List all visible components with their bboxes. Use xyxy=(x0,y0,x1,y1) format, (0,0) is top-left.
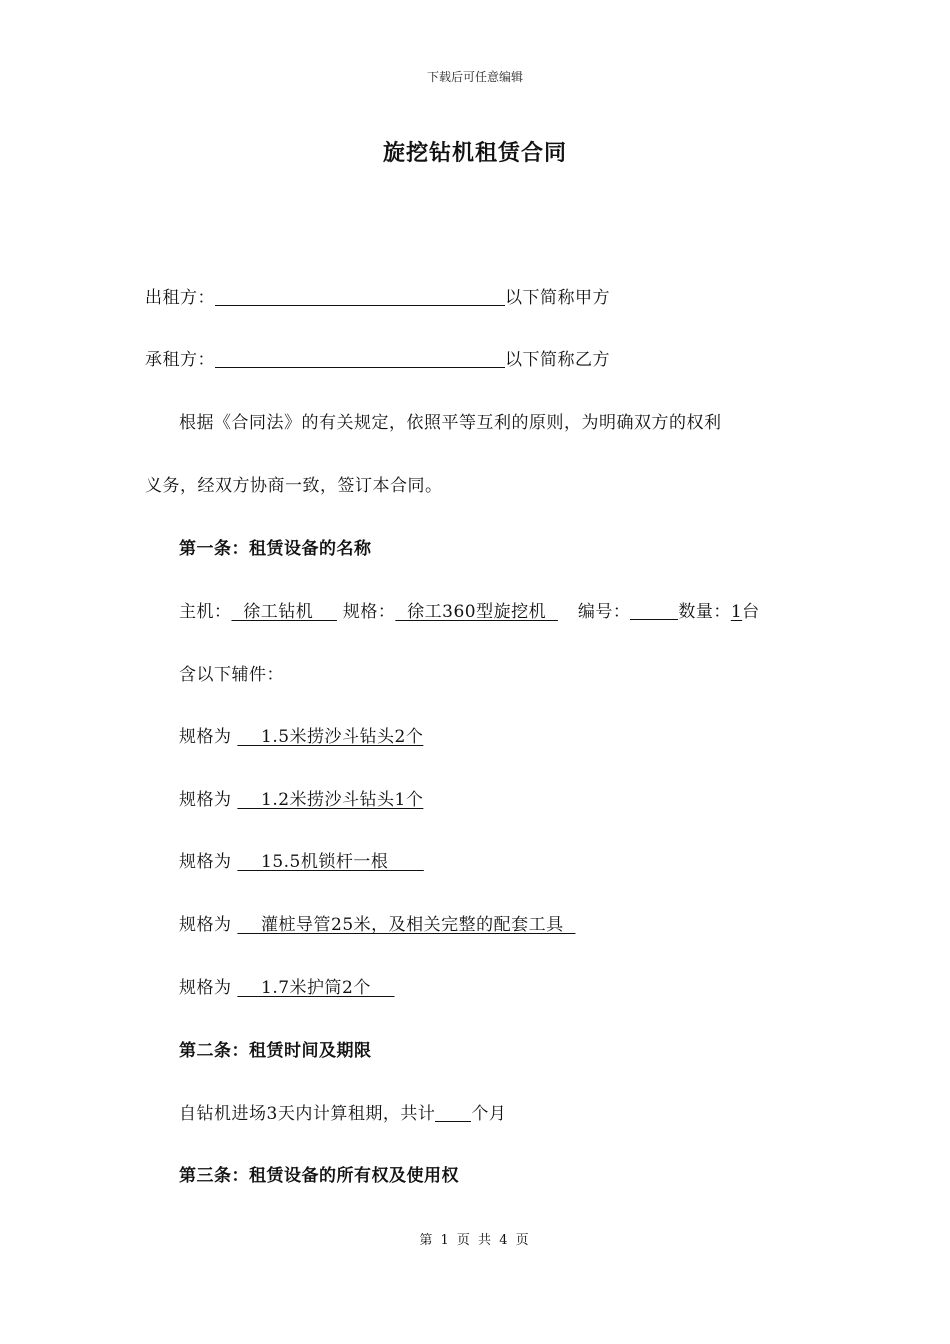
term-text-after: 个月 xyxy=(471,1104,507,1124)
party-b-blank xyxy=(215,349,505,368)
accessory-item xyxy=(179,722,423,747)
qty-label: 数量： xyxy=(678,602,731,622)
party-a-label: 出租方： xyxy=(145,288,215,308)
spec-prefix: 规格为 xyxy=(179,978,232,998)
article-3-heading: 第三条：租赁设备的所有权及使用权 xyxy=(179,1166,459,1186)
party-b-label: 承租方： xyxy=(145,350,215,370)
host-label: 主机： xyxy=(179,602,232,622)
spec-prefix: 规格为 xyxy=(179,915,232,935)
article-1-heading: 第一条：租赁设备的名称 xyxy=(179,539,372,559)
term-text-before: 自钻机进场3天内计算租期，共计 xyxy=(179,1104,436,1124)
accessory-value: 1.7米护筒2个 xyxy=(237,978,395,998)
term-line xyxy=(179,1099,506,1124)
accessory-value: 1.5米捞沙斗钻头2个 xyxy=(237,727,424,747)
spec-prefix: 规格为 xyxy=(179,852,232,872)
host-line xyxy=(179,597,760,622)
accessory-value: 1.2米捞沙斗钻头1个 xyxy=(237,790,424,810)
party-a-suffix: 以下简称甲方 xyxy=(505,288,610,308)
party-a-line xyxy=(145,283,610,308)
accessory-item xyxy=(179,847,424,872)
article-2-heading: 第二条：租赁时间及期限 xyxy=(179,1041,372,1061)
party-b-suffix: 以下简称乙方 xyxy=(505,350,610,370)
page-header: 下载后可任意编辑 xyxy=(426,70,523,84)
term-blank xyxy=(435,1103,471,1122)
qty-value: 1 xyxy=(730,602,743,622)
spec-label: 规格： xyxy=(342,602,396,622)
accessory-item xyxy=(179,973,395,998)
page-footer: 第 1 页 共 4 页 xyxy=(419,1233,531,1248)
document-title: 旋挖钻机租赁合同 xyxy=(382,140,567,166)
spec-prefix: 规格为 xyxy=(179,727,232,747)
accessory-item xyxy=(179,910,575,935)
party-a-blank xyxy=(215,287,505,306)
accessory-value: 15.5机锁杆一根 xyxy=(237,852,424,872)
spec-value: 徐工360型旋挖机 xyxy=(395,602,558,622)
spec-prefix: 规格为 xyxy=(179,790,232,810)
host-value: 徐工钻机 xyxy=(231,602,337,622)
intro-line-1: 根据《合同法》的有关规定，依照平等互利的原则，为明确双方的权利 xyxy=(179,413,722,433)
intro-line-2: 义务，经双方协商一致，签订本合同。 xyxy=(145,476,443,496)
accessory-value: 灌桩导管25米，及相关完整的配套工具 xyxy=(237,915,576,935)
accessory-item xyxy=(179,785,423,810)
accessories-intro: 含以下辅件： xyxy=(179,665,284,685)
number-label: 编号： xyxy=(577,602,631,622)
party-b-line xyxy=(145,345,610,370)
number-blank xyxy=(630,601,678,620)
qty-unit: 台 xyxy=(742,602,760,622)
